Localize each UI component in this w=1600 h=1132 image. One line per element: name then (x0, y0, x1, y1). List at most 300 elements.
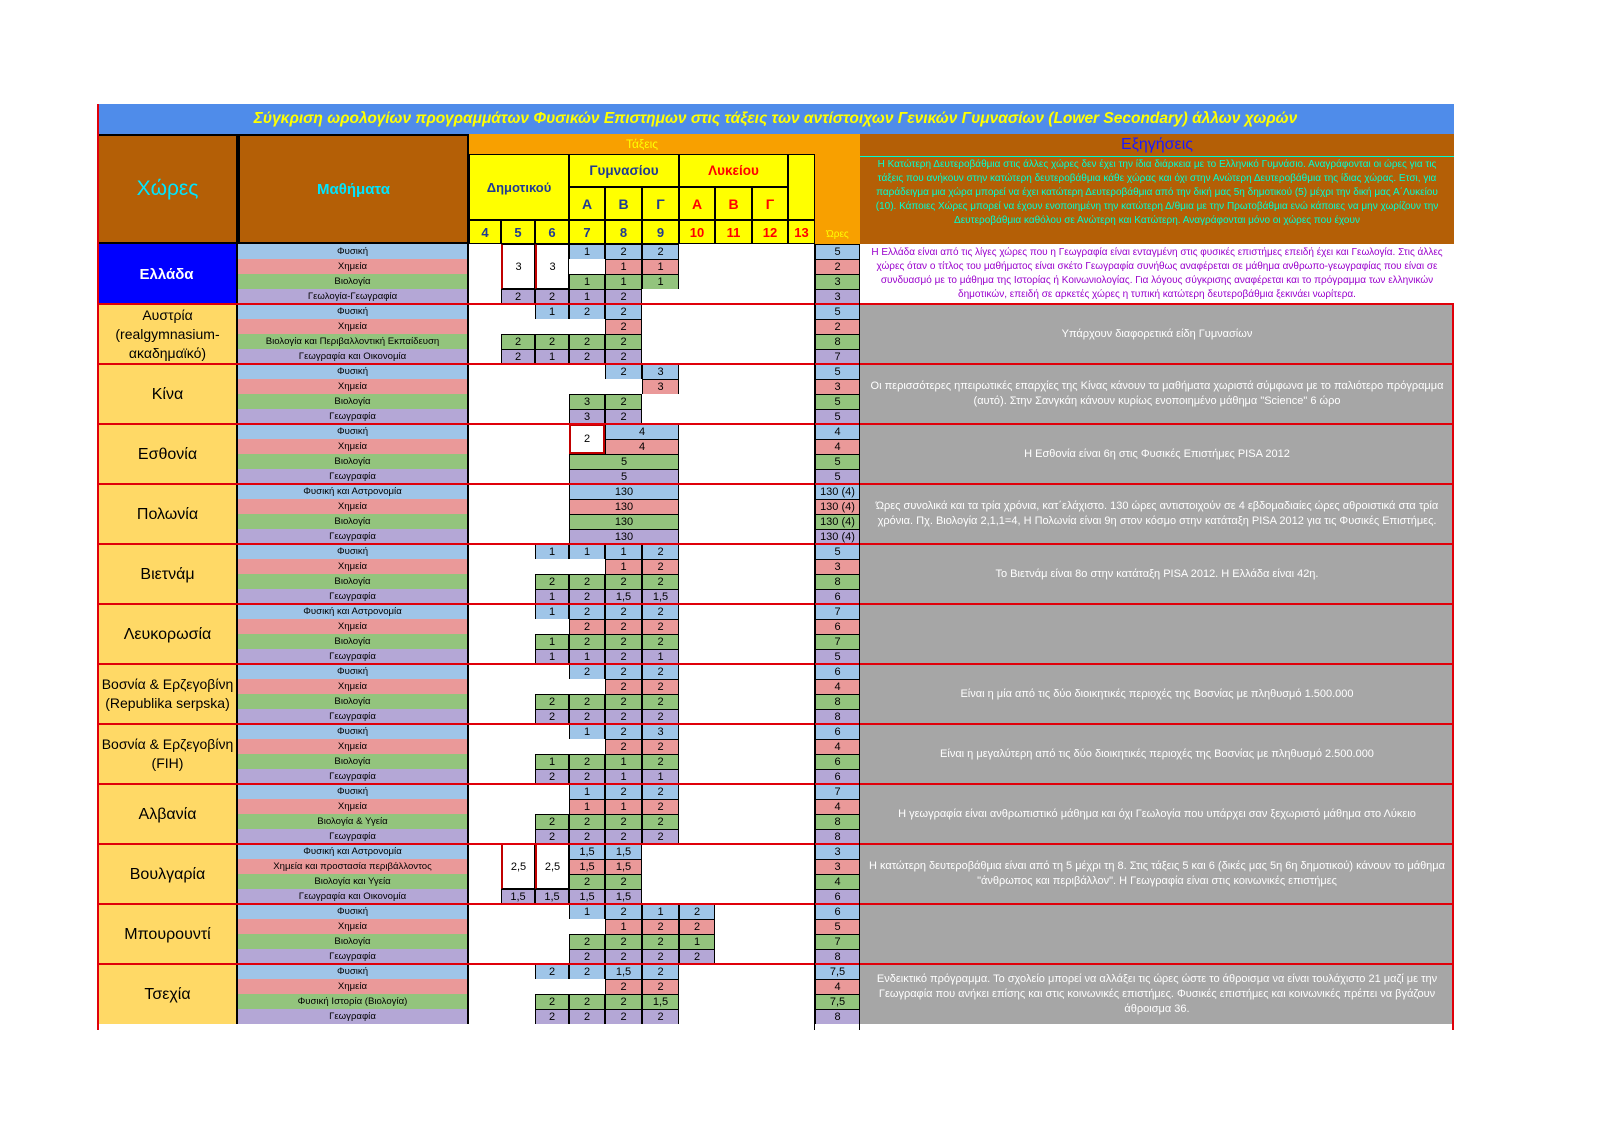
subject-label: Γεωγραφία (238, 409, 469, 424)
subject-label: Γεωγραφία (238, 949, 469, 964)
subject-label: Χημεία (238, 739, 469, 754)
explanation-note (860, 904, 1454, 964)
hours-cell: 1,5 (642, 994, 679, 1009)
group-separator (97, 303, 1454, 305)
total-hours: 7,5 (815, 994, 860, 1009)
countries-header: Χώρες (97, 134, 238, 244)
total-hours: 5 (815, 244, 860, 259)
country-name: Αυστρία (realgymnasium-ακαδημαϊκό) (97, 304, 238, 364)
country-name: Λευκορωσία (97, 604, 238, 664)
hours-cell: 130 (569, 484, 679, 499)
subject-label: Γεωλογία-Γεωγραφία (238, 289, 469, 304)
total-hours: 8 (815, 814, 860, 829)
hours-cell: 1 (535, 754, 569, 769)
subject-label: Βιολογία και Περιβαλλοντική Εκπαίδευση (238, 334, 469, 349)
subject-label: Φυσική και Αστρονομία (238, 844, 469, 859)
hours-cell: 3 (569, 394, 605, 409)
subject-label: Γεωγραφία (238, 829, 469, 844)
country-name: Βοσνία & Ερζεγοβίνη (FIH) (97, 724, 238, 784)
subject-label: Χημεία (238, 979, 469, 994)
country-name: Τσεχία (97, 964, 238, 1024)
hours-cell: 2 (642, 784, 679, 799)
hours-cell: 2 (605, 949, 642, 964)
total-hours: 130 (4) (815, 484, 860, 499)
hours-cell: 1 (605, 919, 642, 934)
subject-label: Γεωγραφία (238, 709, 469, 724)
hours-cell: 2 (535, 709, 569, 724)
group-separator (97, 483, 1454, 485)
group-separator (97, 843, 1454, 845)
merged-hours-cell: 2 (569, 424, 605, 454)
total-hours: 5 (815, 394, 860, 409)
explanation-note: Το Βιετνάμ είναι 8ο στην κατάταξη PISA 2012. Η Ελλάδα είναι 42η. (860, 544, 1454, 604)
subject-label: Χημεία (238, 439, 469, 454)
group-separator (97, 963, 1454, 965)
hours-cell: 2 (642, 799, 679, 814)
total-hours: 6 (815, 889, 860, 904)
hours-cell: 2 (605, 394, 642, 409)
total-hours: 5 (815, 469, 860, 484)
hours-cell: 2 (569, 604, 605, 619)
total-hours: 4 (815, 874, 860, 889)
hours-header: Ώρες (815, 134, 860, 244)
hours-cell: 2 (642, 559, 679, 574)
subject-label: Φυσική (238, 244, 469, 259)
hours-cell: 2 (642, 919, 679, 934)
hours-cell: 2 (569, 634, 605, 649)
grade-number-10: 10 (679, 220, 715, 244)
explanation-note: Υπάρχουν διαφορετικά είδη Γυμνασίων (860, 304, 1454, 364)
explanation-note: Είναι η μεγαλύτερη από τις δύο διοικητικές περιοχές της Βοσνίας με πληθυσμό 2.500.000 (860, 724, 1454, 784)
subject-label: Βιολογία & Υγεία (238, 814, 469, 829)
hours-cell: 1 (569, 649, 605, 664)
sheet-left-border (97, 104, 99, 1030)
hours-cell: 1,5 (535, 889, 569, 904)
subject-label: Χημεία (238, 499, 469, 514)
subject-label: Φυσική (238, 544, 469, 559)
hours-cell: 4 (605, 424, 679, 439)
hours-cell: 2 (535, 1009, 569, 1024)
subject-label: Γεωγραφία και Οικονομία (238, 349, 469, 364)
hours-cell: 2 (642, 574, 679, 589)
total-hours: 8 (815, 574, 860, 589)
hours-cell: 1 (605, 259, 642, 274)
hours-cell: 1,5 (569, 889, 605, 904)
hours-cell: 2 (642, 604, 679, 619)
subject-label: Γεωγραφία (238, 469, 469, 484)
hours-cell: 1 (569, 784, 605, 799)
total-hours: 4 (815, 424, 860, 439)
subject-label: Χημεία (238, 259, 469, 274)
country-name: Πολωνία (97, 484, 238, 544)
country-name: Μπουρουντί (97, 904, 238, 964)
group-separator (97, 543, 1454, 545)
total-hours: 7 (815, 604, 860, 619)
subject-label: Βιολογία (238, 394, 469, 409)
hours-cell: 2 (501, 349, 535, 364)
total-hours: 8 (815, 949, 860, 964)
hours-cell: 1 (535, 589, 569, 604)
total-hours: 5 (815, 544, 860, 559)
hours-cell: 2 (535, 829, 569, 844)
hours-cell: 1,5 (605, 964, 642, 979)
hours-cell: 1,5 (605, 889, 642, 904)
total-hours: 6 (815, 904, 860, 919)
hours-cell: 2 (605, 634, 642, 649)
explanation-note: Η Εσθονία είναι 6η στις Φυσικές Επιστήμες PISA 2012 (860, 424, 1454, 484)
explanations-text: Η Κατώτερη Δευτεροβάθμια στις άλλες χώρες δεν έχει την ίδια διάρκεια με το Ελληνικό Γυμνάσιο. Αναγράφονται οι ώρες για τις τάξεις που ανήκουν στην κατώτερη δευτεροβάθμια κάθε χώρας και όχι στην Ανώτερη Δευτεροβάθμια της ίδιας χώρας. Ετσι, για παράδειγμα μια χώρα μπορεί να έχει κατώτερη Δευτεροβάθμια από την δική μας 5η δημοτικού (5) μέχρι την δική μας Α΄Λυκείου (10). Κάποιες Χώρες μπορεί να έχουν ενοποιημένη την κατώτερη Δ/θμια με την Πρωτοβάθμια ενώ κάποιες να μην χωρίζουν την Δευτεροβάθμια καθόλου σε Ανώτερη και Κατώτερη. Αναγράφονται μόνο οι χώρες που έχουν (860, 156, 1454, 244)
subject-label: Χημεία (238, 799, 469, 814)
grades-header: Τάξεις (469, 134, 815, 154)
subject-label: Βιολογία (238, 634, 469, 649)
subject-label: Χημεία (238, 919, 469, 934)
hours-cell: 2 (642, 814, 679, 829)
total-hours: 8 (815, 829, 860, 844)
hours-cell: 2 (605, 664, 642, 679)
subject-label: Γεωγραφία (238, 649, 469, 664)
total-hours: 5 (815, 649, 860, 664)
lyceum-class-3: Γ (752, 187, 788, 220)
hours-cell: 1 (569, 274, 605, 289)
hours-cell: 2 (642, 964, 679, 979)
notes-right-border (1452, 304, 1454, 1030)
subject-label: Βιολογία και Υγεία (238, 874, 469, 889)
total-hours: 4 (815, 799, 860, 814)
hours-cell: 2 (605, 709, 642, 724)
subject-label: Φυσική και Αστρονομία (238, 484, 469, 499)
hours-cell: 2 (569, 934, 605, 949)
group-separator (97, 423, 1454, 425)
hours-cell: 2 (605, 934, 642, 949)
hours-cell: 2 (605, 334, 642, 349)
grade-number-8: 8 (605, 220, 642, 244)
grade-13-header-blank (788, 154, 815, 220)
hours-cell: 1 (569, 904, 605, 919)
total-hours: 2 (815, 259, 860, 274)
hours-cell: 2 (642, 679, 679, 694)
total-hours: 130 (4) (815, 514, 860, 529)
hours-cell: 2 (569, 754, 605, 769)
explanations-header: Εξηγήσεις (860, 134, 1454, 156)
total-hours: 7 (815, 784, 860, 799)
lyceum-header: Λυκείου (679, 154, 788, 187)
hours-cell: 1 (642, 649, 679, 664)
hours-cell: 2 (642, 544, 679, 559)
country-name: Κίνα (97, 364, 238, 424)
hours-cell: 1 (569, 544, 605, 559)
merged-hours-cell: 2,5 (535, 844, 569, 889)
total-hours: 7 (815, 934, 860, 949)
hours-cell: 2 (605, 319, 642, 334)
subject-label: Φυσική και Αστρονομία (238, 604, 469, 619)
hours-cell: 2 (535, 769, 569, 784)
hours-cell: 2 (605, 619, 642, 634)
gym-class-3: Γ (642, 187, 679, 220)
subject-label: Γεωγραφία (238, 529, 469, 544)
hours-cell: 2 (605, 244, 642, 259)
total-hours: 8 (815, 334, 860, 349)
country-name: Ελλάδα (97, 244, 238, 304)
hours-cell: 3 (642, 724, 679, 739)
hours-cell: 2 (569, 664, 605, 679)
hours-cell: 2 (569, 349, 605, 364)
grade-number-5: 5 (501, 220, 535, 244)
lyceum-class-2: Β (715, 187, 752, 220)
subject-label: Χημεία (238, 679, 469, 694)
subject-label: Χημεία (238, 379, 469, 394)
hours-cell: 2 (679, 949, 715, 964)
hours-cell: 2 (605, 574, 642, 589)
group-separator (97, 903, 1454, 905)
hours-cell: 2 (605, 409, 642, 424)
hours-cell: 2 (605, 304, 642, 319)
hours-cell: 1 (569, 244, 605, 259)
subject-label: Γεωγραφία (238, 1009, 469, 1024)
hours-cell: 5 (569, 469, 679, 484)
hours-cell: 2 (569, 769, 605, 784)
country-name: Βιετνάμ (97, 544, 238, 604)
hours-cell: 2 (605, 979, 642, 994)
merged-hours-cell: 2,5 (501, 844, 535, 889)
primary-header: Δημοτικού (469, 154, 569, 220)
subject-label: Βιολογία (238, 934, 469, 949)
hours-cell: 2 (642, 709, 679, 724)
hours-cell: 3 (569, 409, 605, 424)
subject-label: Φυσική (238, 304, 469, 319)
grade-number-7: 7 (569, 220, 605, 244)
subject-label: Γεωγραφία και Οικονομία (238, 889, 469, 904)
gym-class-1: Α (569, 187, 605, 220)
grade-number-9: 9 (642, 220, 679, 244)
lyceum-class-1: Α (679, 187, 715, 220)
hours-cell: 2 (642, 634, 679, 649)
subject-label: Χημεία (238, 319, 469, 334)
subject-label: Γεωγραφία (238, 589, 469, 604)
grade-number-11: 11 (715, 220, 752, 244)
grade-number-4: 4 (469, 220, 501, 244)
total-hours: 6 (815, 664, 860, 679)
subject-label: Βιολογία (238, 514, 469, 529)
hours-col-left-line (814, 244, 815, 1030)
hours-cell: 1,5 (569, 844, 605, 859)
hours-cell: 2 (535, 289, 569, 304)
hours-cell: 2 (605, 814, 642, 829)
subject-label: Χημεία (238, 619, 469, 634)
hours-cell: 2 (605, 994, 642, 1009)
hours-cell: 2 (501, 289, 535, 304)
hours-cell: 2 (605, 649, 642, 664)
group-separator (97, 663, 1454, 665)
total-hours: 3 (815, 274, 860, 289)
subject-label: Φυσική (238, 904, 469, 919)
total-hours: 2 (815, 319, 860, 334)
hours-cell: 2 (642, 829, 679, 844)
hours-cell: 2 (569, 874, 605, 889)
explanation-note (860, 604, 1454, 664)
total-hours: 5 (815, 364, 860, 379)
hours-cell: 1 (535, 604, 569, 619)
total-hours: 5 (815, 409, 860, 424)
hours-cell: 130 (569, 529, 679, 544)
hours-cell: 2 (605, 289, 642, 304)
total-hours: 4 (815, 679, 860, 694)
explanation-note: Η κατώτερη δευτεροβάθμια είναι από τη 5 μέχρι τη 8. Στις τάξεις 5 και 6 (δικές μας 5η 6η δημοτικού) κάνουν το μάθημα "άνθρωπος και περιβάλλον". Η Γεωγραφία είναι στις κοινωνικές επιστήμες (860, 844, 1454, 904)
hours-cell: 1 (605, 544, 642, 559)
explanation-note: Η γεωγραφία είναι ανθρωπιστικό μάθημα και όχι Γεωλογία που υπάρχει σαν ξεχωριστό μάθημα στο Λύκειο (860, 784, 1454, 844)
total-hours: 6 (815, 589, 860, 604)
grade-number-13: 13 (788, 220, 815, 244)
hours-cell: 2 (569, 964, 605, 979)
grade-number-12: 12 (752, 220, 788, 244)
hours-cell: 2 (535, 694, 569, 709)
country-name: Αλβανία (97, 784, 238, 844)
explanation-note: Ώρες συνολικά και τα τρία χρόνια, κατ΄ελάχιστο. 130 ώρες αντιστοιχούν σε 4 εβδομαδιαίες ώρες αθροιστικά στα τρία χρόνια. Πχ. Βιολογία 2,1,1=4, Η Πολωνία είναι 9η στον κόσμο στην κατάταξη PISA 2012 για τις Φυσικές Επιστήμες. (860, 484, 1454, 544)
gymnasium-header: Γυμνασίου (569, 154, 679, 187)
hours-cell: 1,5 (605, 844, 642, 859)
subject-label: Φυσική (238, 724, 469, 739)
hours-cell: 2 (605, 349, 642, 364)
hours-cell: 2 (642, 619, 679, 634)
hours-cell: 130 (569, 514, 679, 529)
hours-cell: 2 (569, 709, 605, 724)
hours-cell: 2 (642, 949, 679, 964)
hours-cell: 2 (501, 334, 535, 349)
hours-cell: 2 (605, 604, 642, 619)
country-name: Βουλγαρία (97, 844, 238, 904)
hours-cell: 1 (569, 724, 605, 739)
hours-cell: 1,5 (569, 859, 605, 874)
hours-cell: 1,5 (501, 889, 535, 904)
hours-cell: 2 (569, 949, 605, 964)
subject-label: Φυσική (238, 424, 469, 439)
explanation-note: Είναι η μία από τις δύο διοικητικές περιοχές της Βοσνίας με πληθυσμό 1.500.000 (860, 664, 1454, 724)
grade-number-6: 6 (535, 220, 569, 244)
hours-cell: 2 (642, 979, 679, 994)
hours-cell: 2 (535, 994, 569, 1009)
total-hours: 8 (815, 709, 860, 724)
subject-label: Φυσική (238, 364, 469, 379)
total-hours: 8 (815, 1009, 860, 1024)
hours-cell: 4 (605, 439, 679, 454)
hours-cell: 1 (535, 649, 569, 664)
subject-label: Βιολογία (238, 454, 469, 469)
hours-cell: 5 (569, 454, 679, 469)
hours-cell: 2 (535, 334, 569, 349)
total-hours: 7 (815, 349, 860, 364)
hours-cell: 2 (605, 874, 642, 889)
hours-cell: 2 (569, 589, 605, 604)
hours-cell: 2 (569, 694, 605, 709)
hours-cell: 1 (535, 304, 569, 319)
hours-cell: 2 (605, 679, 642, 694)
hours-cell: 2 (605, 694, 642, 709)
hours-col-right-line (859, 244, 860, 1030)
hours-cell: 1 (642, 259, 679, 274)
subject-label: Φυσική (238, 964, 469, 979)
country-name: Βοσνία & Ερζεγοβίνη (Republika serpska) (97, 664, 238, 724)
hours-cell: 2 (535, 574, 569, 589)
total-hours: 6 (815, 769, 860, 784)
country-name: Εσθονία (97, 424, 238, 484)
total-hours: 4 (815, 439, 860, 454)
subject-label: Βιολογία (238, 754, 469, 769)
hours-cell: 2 (605, 1009, 642, 1024)
subject-label: Χημεία (238, 559, 469, 574)
subject-label: Χημεία και προστασία περιβάλλοντος (238, 859, 469, 874)
comparison-sheet (97, 104, 1454, 1030)
hours-cell: 2 (535, 814, 569, 829)
hours-cell: 2 (569, 304, 605, 319)
hours-cell: 1 (569, 289, 605, 304)
hours-cell: 2 (642, 934, 679, 949)
hours-cell: 2 (569, 994, 605, 1009)
group-separator (97, 783, 1454, 785)
page-title: Σύγκριση ωρολογίων προγραμμάτων Φυσικών Επιστημων στις τάξεις των αντίστοιχων Γενικών Γυμνασίων (Lower Secondary) άλλων χωρών (97, 104, 1454, 134)
hours-cell: 1 (605, 274, 642, 289)
total-hours: 130 (4) (815, 499, 860, 514)
hours-cell: 2 (569, 574, 605, 589)
hours-cell: 1 (642, 769, 679, 784)
total-hours: 3 (815, 859, 860, 874)
hours-cell: 2 (642, 754, 679, 769)
hours-cell: 1 (605, 769, 642, 784)
subject-label: Βιολογία (238, 574, 469, 589)
hours-cell: 2 (642, 1009, 679, 1024)
hours-cell: 1 (642, 274, 679, 289)
total-hours: 3 (815, 289, 860, 304)
hours-cell: 3 (642, 379, 679, 394)
hours-cell: 2 (569, 814, 605, 829)
total-hours: 6 (815, 754, 860, 769)
hours-cell: 2 (569, 619, 605, 634)
hours-cell: 1 (569, 799, 605, 814)
subject-label: Φυσική (238, 664, 469, 679)
subjects-header: Μαθήματα (238, 134, 469, 244)
total-hours: 3 (815, 379, 860, 394)
explanation-note: Ενδεικτικό πρόγραμμα. Το σχολείο μπορεί να αλλάξει τις ώρες ώστε το άθροισμα να είναι τουλάχιστο 21 μαζί με την Γεωγραφία που ανήκει επίσης και στις κοινωνικές επιστήμες. Φυσικές επιστήμες και κοινωνικές πρέπει να βγάζουν άθροισμα 36. (860, 964, 1454, 1024)
total-hours: 5 (815, 454, 860, 469)
hours-cell: 2 (535, 964, 569, 979)
hours-cell: 2 (642, 664, 679, 679)
total-hours: 5 (815, 919, 860, 934)
subject-label: Φυσική (238, 784, 469, 799)
hours-cell: 2 (569, 1009, 605, 1024)
hours-cell: 2 (605, 739, 642, 754)
total-hours: 6 (815, 619, 860, 634)
hours-cell: 2 (642, 739, 679, 754)
total-hours: 3 (815, 844, 860, 859)
group-separator (97, 723, 1454, 725)
hours-cell: 1 (535, 544, 569, 559)
hours-cell: 2 (605, 904, 642, 919)
merged-hours-cell: 3 (501, 244, 535, 289)
total-hours: 7,5 (815, 964, 860, 979)
group-separator (97, 363, 1454, 365)
hours-cell: 2 (679, 904, 715, 919)
total-hours: 7 (815, 634, 860, 649)
total-hours: 3 (815, 559, 860, 574)
hours-cell: 2 (605, 724, 642, 739)
hours-cell: 3 (642, 364, 679, 379)
hours-cell: 2 (605, 364, 642, 379)
hours-cell: 1 (605, 559, 642, 574)
explanation-note: Οι περισσότερες ηπειρωτικές επαρχίες της Κίνας κάνουν τα μαθήματα χωριστά σύμφωνα με το παλιότερο πρόγραμμα (αυτό). Στην Σανγκάη κάνουν κυρίως ενοποιημένο μάθημα "Science" 6 ώρο (860, 364, 1454, 424)
explanation-note: Η Ελλάδα είναι από τις λίγες χώρες που η Γεωγραφία είναι ενταγμένη στις φυσικές επιστήμες επειδή έχει και Γεωλογία. Στις άλλες χώρες όταν ο τίτλος του μαθήματος είναι σκέτο Γεωγραφία συνήθως αναφέρεται σε μάθημα ανθρωπο-γεωγραφίας που είναι σε συνδυασμό με το μάθημα της Ιστορίας ή Κοινωνιολογίας. Για λόγους σύγκρισης αναφέρεται και το πρόγραμμα των ελληνικών δημοτικών, επειδή σε αρκετές χώρες η τυπική κατώτερη δευτεροβάθμια ξεκινάει νωρίτερα. (860, 244, 1454, 304)
total-hours: 4 (815, 979, 860, 994)
total-hours: 8 (815, 694, 860, 709)
hours-cell: 1 (535, 634, 569, 649)
hours-cell: 1,5 (642, 589, 679, 604)
